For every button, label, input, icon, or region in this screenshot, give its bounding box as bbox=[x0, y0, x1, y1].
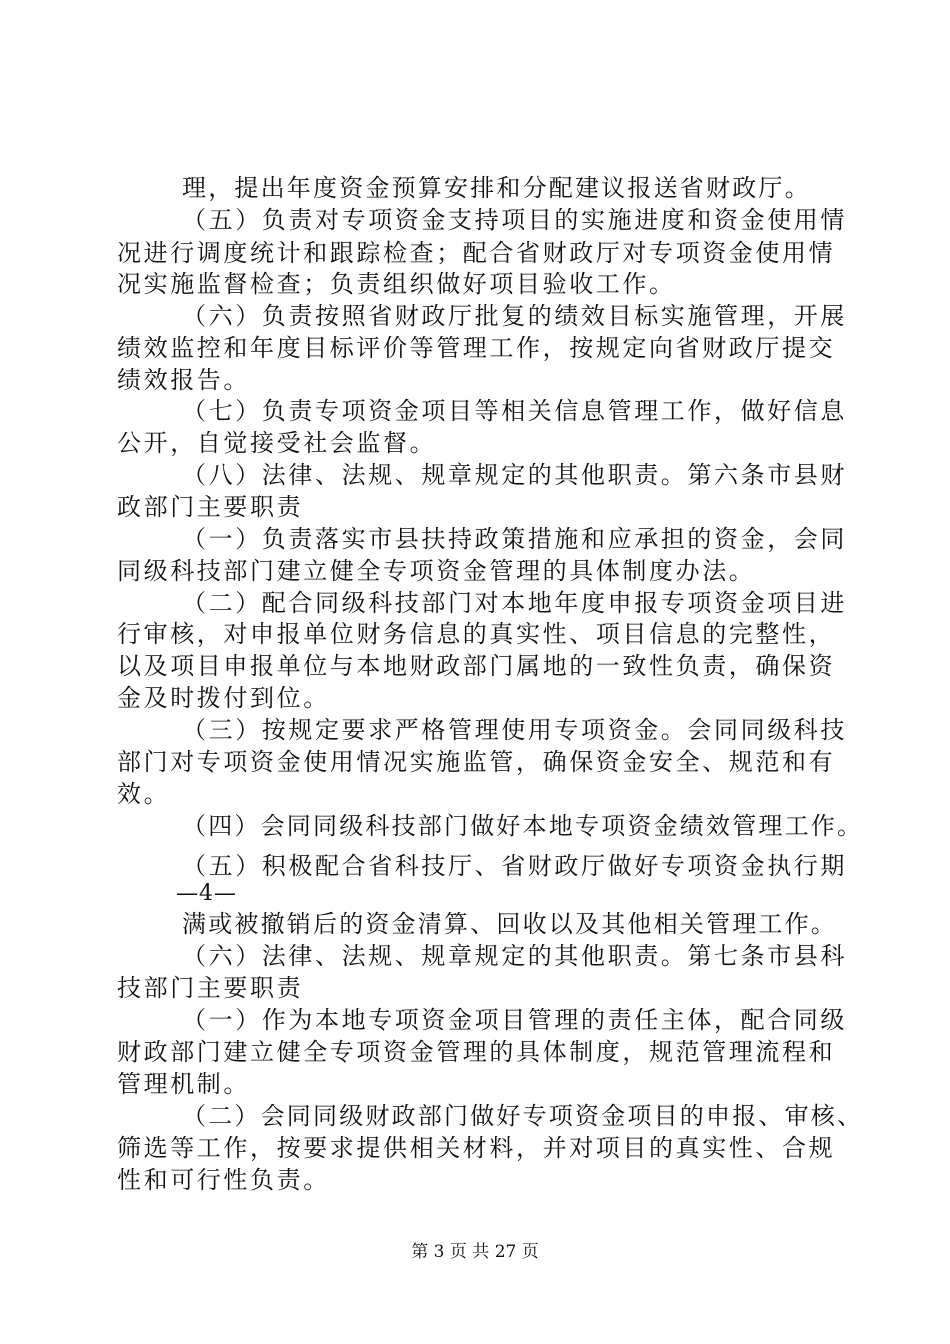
text-line: （四）会同同级科技部门做好本地专项资金绩效管理工作。 bbox=[182, 812, 864, 840]
text-line: 性和可行性负责。 bbox=[117, 1166, 330, 1194]
page-footer: 第 3 页 共 27 页 bbox=[411, 1242, 539, 1262]
text-line: 满或被撤销后的资金清算、回收以及其他相关管理工作。 bbox=[182, 910, 837, 938]
text-line: 绩效报告。 bbox=[117, 366, 250, 394]
text-line: 理，提出年度资金预算安排和分配建议报送省财政厅。 bbox=[182, 174, 811, 202]
text-line: 以及项目申报单位与本地财政部门属地的一致性负责，确保资 bbox=[117, 652, 836, 680]
text-line: （三）按规定要求严格管理使用专项资金。会同同级科技 bbox=[182, 716, 847, 744]
text-line: 公开，自觉接受社会监督。 bbox=[117, 429, 437, 457]
text-line: （五）积极配合省科技厅、省财政厅做好专项资金执行期 bbox=[182, 852, 847, 880]
text-line: 筛选等工作，按要求提供相关材料，并对项目的真实性、合规 bbox=[117, 1134, 836, 1162]
text-line: 政部门主要职责 bbox=[117, 493, 304, 521]
text-line: （五）负责对专项资金支持项目的实施进度和资金使用情 bbox=[182, 206, 847, 234]
text-line: 效。 bbox=[117, 780, 171, 808]
text-line: 行审核，对申报单位财务信息的真实性、项目信息的完整性， bbox=[117, 620, 836, 648]
text-line: 绩效监控和年度目标评价等管理工作，按规定向省财政厅提交 bbox=[117, 334, 836, 362]
text-line: 部门对专项资金使用情况实施监管，确保资金安全、规范和有 bbox=[117, 748, 836, 776]
text-line: （一）作为本地专项资金项目管理的责任主体，配合同级 bbox=[182, 1006, 847, 1034]
text-line: 财政部门建立健全专项资金管理的具体制度，规范管理流程和 bbox=[117, 1038, 836, 1066]
text-line: （八）法律、法规、规章规定的其他职责。第六条市县财 bbox=[182, 461, 847, 489]
text-line: 况进行调度统计和跟踪检查；配合省财政厅对专项资金使用情 bbox=[117, 239, 836, 267]
text-line: 技部门主要职责 bbox=[117, 974, 304, 1002]
text-line: （二）配合同级科技部门对本地年度申报专项资金项目进 bbox=[182, 589, 847, 617]
text-line: （七）负责专项资金项目等相关信息管理工作，做好信息 bbox=[182, 397, 847, 425]
text-line: （二）会同同级财政部门做好专项资金项目的申报、审核、 bbox=[182, 1102, 864, 1130]
page-mark: —4— bbox=[176, 881, 237, 906]
text-line: （一）负责落实市县扶持政策措施和应承担的资金，会同 bbox=[182, 525, 847, 553]
text-line: 金及时拨付到位。 bbox=[117, 684, 330, 712]
text-line: 况实施监督检查；负责组织做好项目验收工作。 bbox=[117, 270, 676, 298]
text-line: （六）法律、法规、规章规定的其他职责。第七条市县科 bbox=[182, 942, 847, 970]
text-line: 管理机制。 bbox=[117, 1070, 250, 1098]
text-line: （六）负责按照省财政厅批复的绩效目标实施管理，开展 bbox=[182, 302, 847, 330]
text-line: 同级科技部门建立健全专项资金管理的具体制度办法。 bbox=[117, 557, 756, 585]
